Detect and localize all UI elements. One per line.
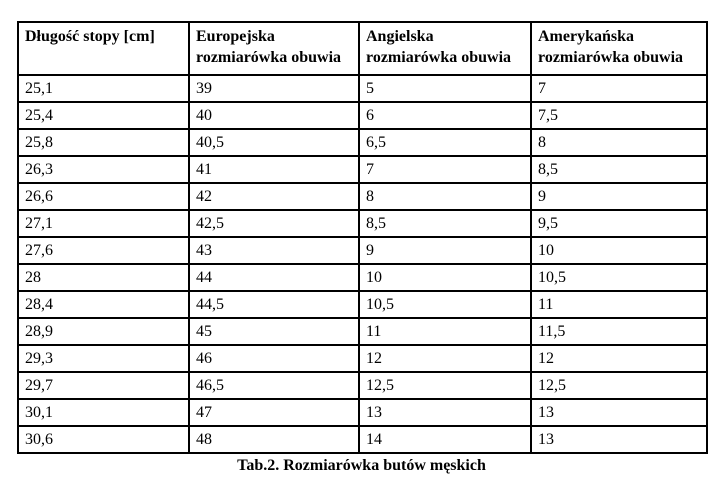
table-cell: 28 [18,264,189,291]
table-cell: 43 [189,237,359,264]
table-cell: 8 [359,183,531,210]
table-row [18,318,707,345]
table-cell: 8,5 [359,210,531,237]
table-cell: 7,5 [531,102,707,129]
table-cell: 25,8 [18,129,189,156]
table-row [18,372,707,399]
table-cell: 8 [531,129,707,156]
table-cell: 12,5 [359,372,531,399]
table-cell: 9,5 [531,210,707,237]
table-cell: 11 [359,318,531,345]
table-cell: 44 [189,264,359,291]
shoe-size-table [17,21,708,454]
table-cell: 40,5 [189,129,359,156]
table-row [18,75,707,102]
table-cell: 8,5 [531,156,707,183]
table-cell: 9 [531,183,707,210]
table-cell: 13 [531,426,707,453]
table-row [18,129,707,156]
table-row [18,399,707,426]
table-row [18,237,707,264]
column-header: Amerykańska rozmiarówka obuwia [531,22,707,75]
table-cell: 30,1 [18,399,189,426]
table-cell: 42 [189,183,359,210]
table-cell: 46,5 [189,372,359,399]
table-cell: 27,1 [18,210,189,237]
table-cell: 10,5 [359,291,531,318]
table-cell: 6,5 [359,129,531,156]
table-cell: 10,5 [531,264,707,291]
table-cell: 29,3 [18,345,189,372]
table-cell: 40 [189,102,359,129]
table-cell: 48 [189,426,359,453]
table-cell: 13 [531,399,707,426]
table-cell: 5 [359,75,531,102]
table-row [18,345,707,372]
table-cell: 6 [359,102,531,129]
table-row [18,264,707,291]
table-cell: 10 [359,264,531,291]
table-cell: 41 [189,156,359,183]
table-cell: 29,7 [18,372,189,399]
column-header: Długość stopy [cm] [18,22,189,75]
table-cell: 44,5 [189,291,359,318]
table-row [18,291,707,318]
table-cell: 12,5 [531,372,707,399]
table-cell: 12 [531,345,707,372]
table-cell: 39 [189,75,359,102]
table-cell: 11 [531,291,707,318]
table-cell: 25,4 [18,102,189,129]
table-cell: 28,9 [18,318,189,345]
table-cell: 42,5 [189,210,359,237]
table-row [18,156,707,183]
table-header-row [18,22,707,75]
table-cell: 7 [531,75,707,102]
table-cell: 13 [359,399,531,426]
table-cell: 27,6 [18,237,189,264]
table-row [18,210,707,237]
shoe-size-document [17,21,706,475]
column-header: Europejska rozmiarówka obuwia [189,22,359,75]
table-cell: 10 [531,237,707,264]
table-cell: 11,5 [531,318,707,345]
table-cell: 28,4 [18,291,189,318]
table-cell: 7 [359,156,531,183]
table-row [18,102,707,129]
table-row [18,183,707,210]
table-cell: 9 [359,237,531,264]
column-header: Angielska rozmiarówka obuwia [359,22,531,75]
table-row [18,426,707,453]
table-caption: Tab.2. Rozmiarówka butów męskich [237,457,486,474]
table-cell: 26,6 [18,183,189,210]
table-cell: 30,6 [18,426,189,453]
table-cell: 12 [359,345,531,372]
table-cell: 26,3 [18,156,189,183]
table-cell: 46 [189,345,359,372]
table-cell: 14 [359,426,531,453]
table-cell: 47 [189,399,359,426]
table-cell: 25,1 [18,75,189,102]
table-cell: 45 [189,318,359,345]
